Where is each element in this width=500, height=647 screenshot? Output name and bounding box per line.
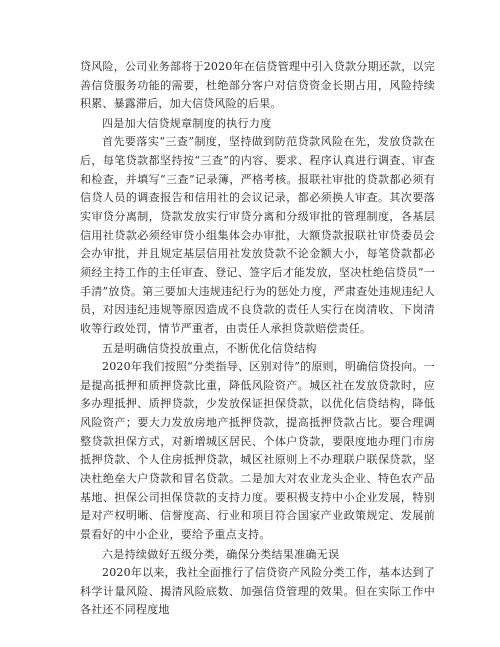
- section-heading-6: 六是持续做好五级分类，确保分类结果准确无误: [102, 547, 340, 561]
- document-page: [80, 58, 435, 620]
- section-heading-4: 四是加大信贷规章制度的执行力度: [102, 117, 272, 131]
- paragraph-regulations: 首先要落实“三查”制度，坚持做到防范贷款风险在先，发放贷款在后，每笔贷款都坚持按“三查”的内容、要求、程序认真进行调查、审查和检查，并填写“三查”记录簿，严格考核。报联社审批的贷款都必须有信贷人员的调查报告和信用社的会议记录，都必须换人审查。其次要落实审贷分离制，贷款发放实行审贷分离和分级审批的管理制度，各基层信用社贷款必须经审贷小组集体会办审批，大额贷款报联社审贷委员会会办审批，并且规定基层信用社发放贷款不论金额大小，每笔贷款都必须经主持工作的主任审查、登记、签字后才能发放，坚决杜绝信贷员“一手清”放贷。第三要加大违规违纪行为的惩处力度，严肃查处违规违纪人员，对因违纪违规等原因造成不良贷款的责任人实行在岗清收、下岗清收等行政处罚，情节严重者，由责任人承担贷款赔偿责任。: [80, 135, 435, 336]
- paragraph-credit-structure: 2020年我们按照“分类指导、区别对待”的原则，明确信贷投向。一是提高抵押和质押贷款比重，降低风险资产。城区社在发放贷款时，应多办理抵押、质押贷款，少发放保证担保贷款，以优化信贷结构，降低风险资产；要大力发放房地产抵押贷款，提高抵押贷款占比。要合理调整贷款担保方式，对新增城区居民、个体户贷款，要限度地办理门市房抵押贷款、个人住房抵押贷款，城区社原则上不办理联户联保贷款，坚决杜绝垒大户贷款和冒名贷款。二是加大对农业龙头企业、特色农产品基地、担保公司担保贷款的支持力度。要积极支持中小企业发展，特别是对产权明晰、信誉度高、行业和项目符合国家产业政策规定、发展前景看好的中小企业，要给予重点支持。: [80, 359, 435, 542]
- paragraph-classification: 2020年以来，我社全面推行了信贷资产风险分类工作，基本达到了科学计量风险、揭清风险底数、加强信贷管理的效果。但在实际工作中各社还不同程度地: [80, 565, 435, 617]
- section-heading-5: 五是明确信贷投放重点，不断优化信贷结构: [102, 341, 317, 355]
- paragraph-loan-risk: 贷风险，公司业务部将于2020年在信贷管理中引入贷款分期还款，以完善信贷服务功能的需要，杜绝部分客户对信贷资金长期占用，风险持续积累、暴露滞后，加大信贷风险的后果。: [80, 60, 435, 111]
